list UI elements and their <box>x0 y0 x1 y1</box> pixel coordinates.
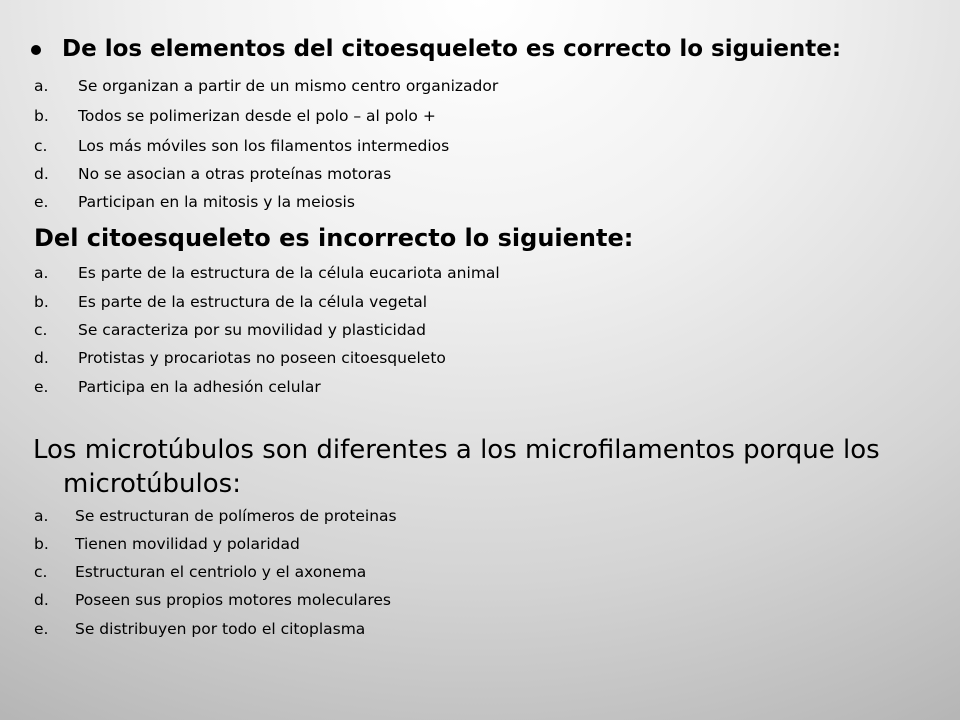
option-letter: c. <box>34 321 48 339</box>
option-text: Poseen sus propios motores moleculares <box>75 591 391 609</box>
option-letter: e. <box>34 193 49 211</box>
question-3-title-line2: microtúbulos: <box>63 469 241 499</box>
option-letter: d. <box>34 349 49 367</box>
question-2-title: Del citoesqueleto es incorrecto lo siguiente: <box>34 224 634 252</box>
option-letter: a. <box>34 77 49 95</box>
option-text: Se caracteriza por su movilidad y plasticidad <box>78 321 427 339</box>
option-text: Es parte de la estructura de la célula eucariota animal <box>78 264 500 282</box>
question-3-title-line1: Los microtúbulos son diferentes a los microfilamentos porque los <box>33 435 880 465</box>
option-letter: d. <box>34 165 49 183</box>
option-text: Participan en la mitosis y la meiosis <box>78 193 355 211</box>
option-letter: d. <box>34 591 49 609</box>
option-letter: b. <box>34 293 49 311</box>
option-text: Es parte de la estructura de la célula vegetal <box>78 293 428 311</box>
option-letter: b. <box>34 107 49 125</box>
question-1-title: De los elementos del citoesqueleto es correcto lo siguiente: <box>62 36 842 62</box>
option-letter: e. <box>34 620 49 638</box>
option-text: Tienen movilidad y polaridad <box>75 535 300 553</box>
option-text: Se distribuyen por todo el citoplasma <box>75 620 366 638</box>
option-text: No se asocian a otras proteínas motoras <box>78 165 392 183</box>
option-letter: c. <box>34 137 48 155</box>
option-text: Protistas y procariotas no poseen citoesqueleto <box>78 349 446 367</box>
option-letter: b. <box>34 535 49 553</box>
option-text: Los más móviles son los filamentos intermedios <box>78 137 450 155</box>
question-3-title <box>33 433 880 501</box>
option-letter: a. <box>34 507 49 525</box>
option-letter: c. <box>34 563 48 581</box>
option-text: Estructuran el centriolo y el axonema <box>75 563 367 581</box>
option-text: Se organizan a partir de un mismo centro organizador <box>78 77 499 95</box>
option-letter: a. <box>34 264 49 282</box>
option-text: Participa en la adhesión celular <box>78 378 321 396</box>
option-letter: e. <box>34 378 49 396</box>
bullet-icon <box>31 45 41 55</box>
option-text: Todos se polimerizan desde el polo – al polo + <box>78 107 436 125</box>
option-text: Se estructuran de polímeros de proteinas <box>75 507 397 525</box>
